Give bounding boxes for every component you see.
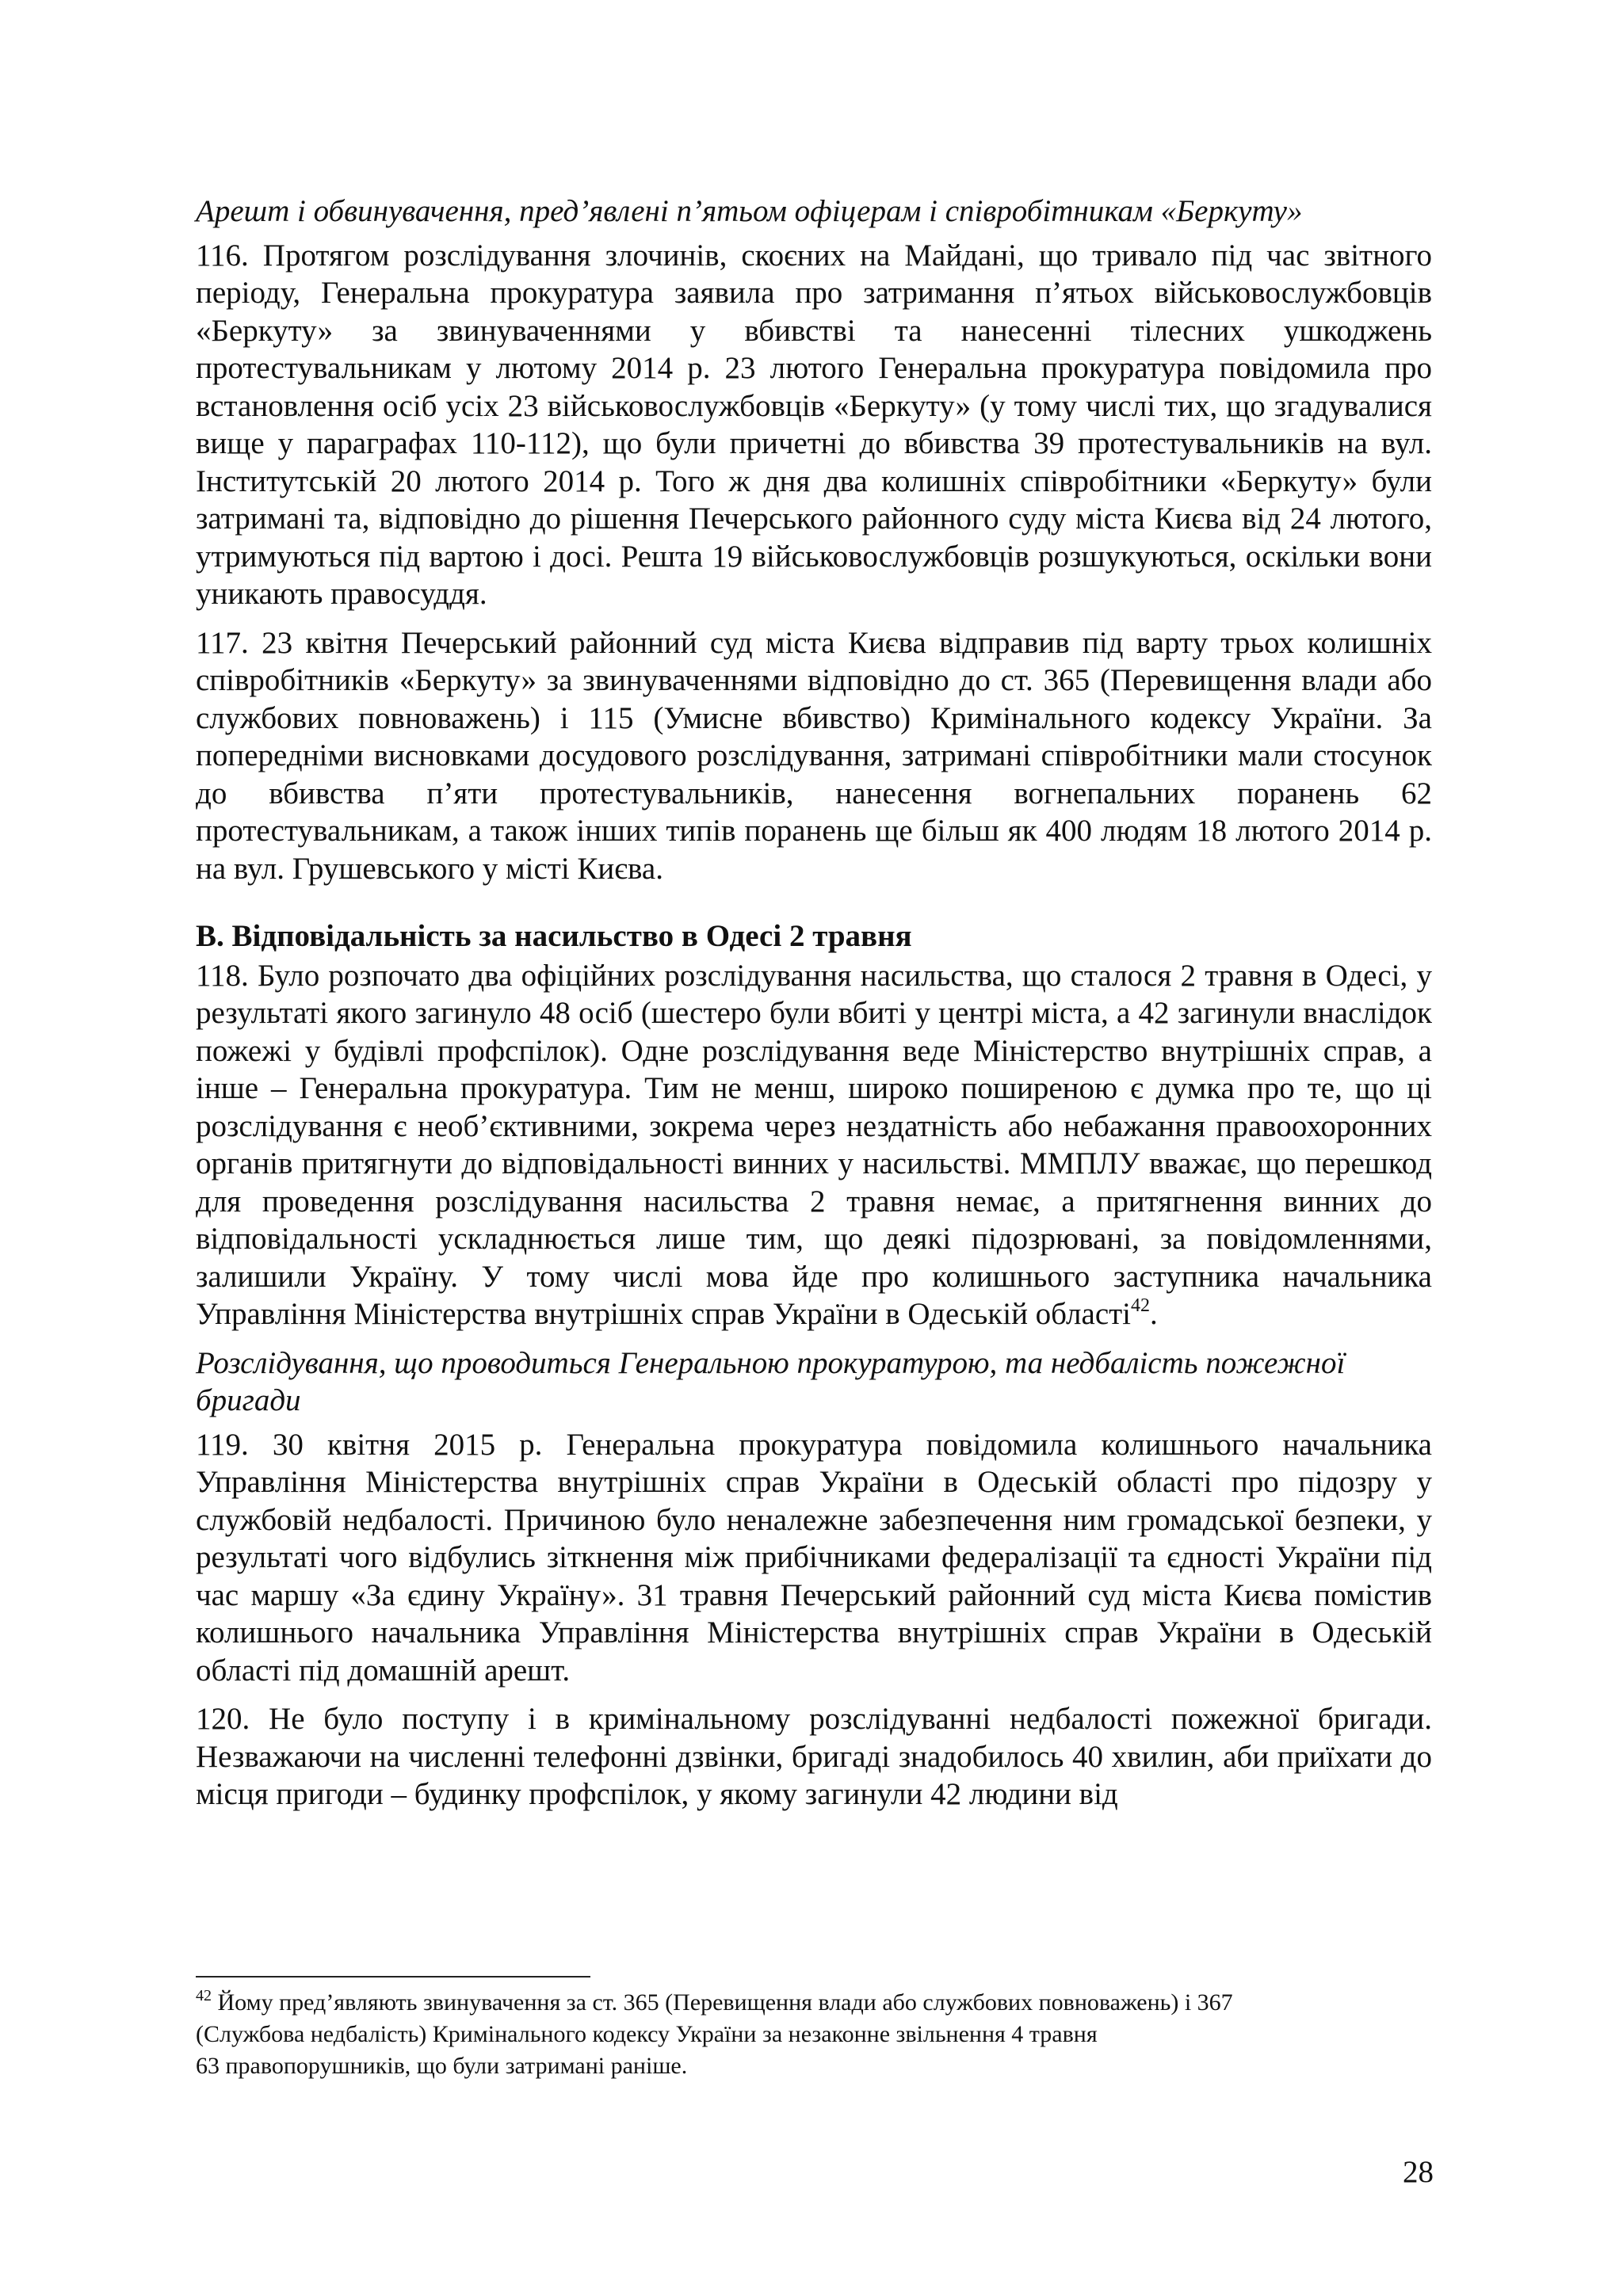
page-number: 28 <box>1403 2155 1434 2189</box>
paragraph-118-text: 118. Було розпочато два офіційних розслідування насильства, що сталося 2 травня в Одесі, у результаті якого загинуло 48 осіб (шестеро були вбиті у центрі міста, а 42 загинули внаслідок пожежі у будівлі профспілок). Одне розслідування веде Міністерство внутрішніх справ, а інше – Генеральна прокуратура. Тим не менш, широко поширеною є думка про те, що ці розслідування є необ’єктивними, зокрема через нездатність або небажання правоохоронних органів притягнути до відповідальності винних у насильстві. ММПЛУ вважає, що перешкод для проведення розслідування насильства 2 травня немає, а притягнення винних до відповідальності ускладнюється лише тим, що деякі підозрювані, за повідомленнями, залишили Україну. У тому числі мова йде про колишнього заступника начальника Управління Міністерства внутрішніх справ України в Одеській області <box>196 958 1432 1331</box>
paragraph-118-tail: . <box>1150 1297 1158 1331</box>
footnote-line-1 <box>196 1987 1432 2019</box>
footnote-line-3: 63 правопорушників, що були затримані раніше. <box>196 2053 688 2079</box>
document-body <box>196 193 1432 1825</box>
subheading-berkut-arrests: Арешт і обвинувачення, пред’явлені п’ятьом офіцерам і співробітникам «Беркуту» <box>196 194 1303 228</box>
footnote-42 <box>196 1987 1432 2082</box>
subheading-prosecutor-investigation: Розслідування, що проводиться Генеральною прокуратурою, та недбалість пожежної бригади <box>196 1345 1346 1417</box>
footnote-line-1-text: Йому пред’являють звинувачення за ст. 365 (Перевищення влади або службових повноважень) і 367 <box>212 1989 1233 2016</box>
paragraph-116: 116. Протягом розслідування злочинів, скоєних на Майдані, що тривало під час звітного періоду, Генеральна прокуратура заявила про затримання п’ятьох військовослужбовців «Беркуту» за звинуваченнями у вбивстві та нанесенні тілесних ушкоджень протестувальникам у лютому 2014 р. 23 лютого Генеральна прокуратура повідомила про встановлення осіб усіх 23 військовослужбовців «Беркуту» (у тому числі тих, що згадувалися вище у параграфах 110-112), що були причетні до вбивства 39 протестувальників на вул. Інститутській 20 лютого 2014 р. Того ж дня два колишніх співробітники «Беркуту» були затримані та, відповідно до рішення Печерського районного суду міста Києва від 24 лютого, утримуються під вартою і досі. Решта 19 військовослужбовців розшукуються, оскільки вони уникають правосуддя. <box>196 238 1432 611</box>
paragraph-118 <box>196 957 1432 1333</box>
paragraph-120: 120. Не було поступу і в кримінальному розслідуванні недбалості пожежної бригади. Незважаючи на численні телефонні дзвінки, бригаді знадобилось 40 хвилин, аби приїхати до місця пригоди – будинку профспілок, у якому загинули 42 людини від <box>196 1702 1432 1811</box>
section-heading-odesa: B. Відповідальність за насильство в Одесі 2 травня <box>196 919 912 953</box>
footnote-number: 42 <box>196 1987 212 2004</box>
footnote-line-2: (Службова недбалість) Кримінального кодексу України за незаконне звільнення 4 травня <box>196 2021 1098 2047</box>
paragraph-117: 117. 23 квітня Печерський районний суд міста Києва відправив під варту трьох колишніх співробітників «Беркуту» за звинуваченнями відповідно до ст. 365 (Перевищення влади або службових повноважень) і 115 (Умисне вбивство) Кримінального кодексу України. За попередніми висновками досудового розслідування, затримані співробітники мали стосунок до вбивства п’яти протестувальників, нанесення вогнепальних поранень 62 протестувальникам, а також інших типів поранень ще більш як 400 людям 18 лютого 2014 р. на вул. Грушевського у місті Києва. <box>196 625 1432 886</box>
footnote-separator <box>196 1976 590 1978</box>
footnote-reference-42[interactable]: 42 <box>1131 1295 1151 1316</box>
paragraph-119: 119. 30 квітня 2015 р. Генеральна прокуратура повідомила колишнього начальника Управління Міністерства внутрішніх справ України в Одеській області про підозру у службовій недбалості. Причиною було неналежне забезпечення ним громадської безпеки, у результаті чого відбулись зіткнення між прибічниками федералізації та єдності України під час маршу «За єдину Україну». 31 травня Печерський районний суд міста Києва помістив колишнього начальника Управління Міністерства внутрішніх справ України в Одеській області під домашній арешт. <box>196 1427 1432 1688</box>
